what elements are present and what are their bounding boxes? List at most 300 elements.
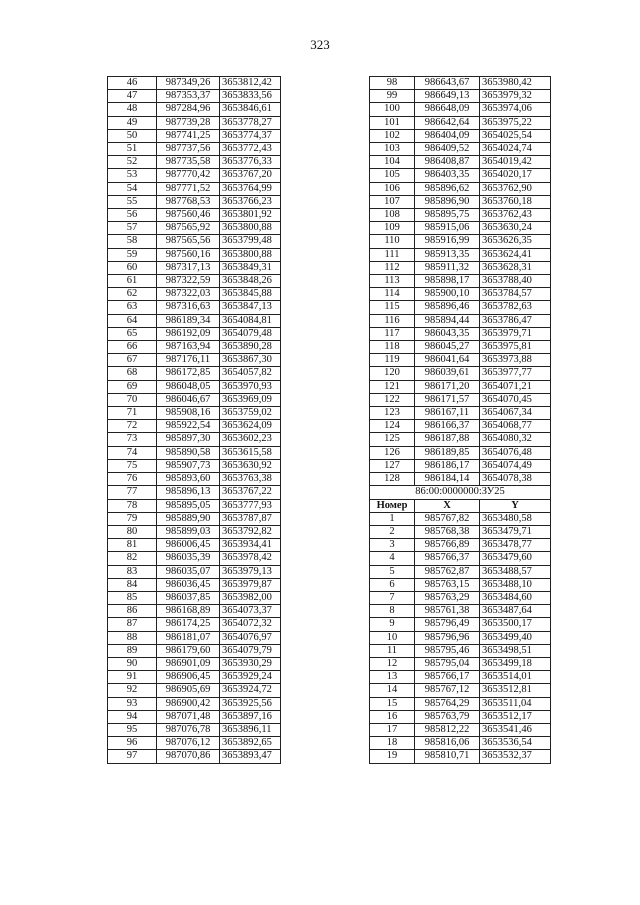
x-coordinate-cell: 987741,25 (157, 129, 220, 142)
x-coordinate-cell: 985913,35 (415, 248, 480, 261)
table-row (370, 671, 551, 684)
right-table-body-bottom (370, 512, 551, 763)
x-coordinate-cell: 986166,37 (415, 420, 480, 433)
y-coordinate-cell: 3653833,56 (220, 90, 281, 103)
y-coordinate-cell: 3653536,54 (480, 737, 551, 750)
y-coordinate-cell: 3654074,49 (480, 459, 551, 472)
point-number-cell: 46 (108, 77, 157, 90)
point-number-cell: 1 (370, 512, 415, 525)
table-row (108, 195, 281, 208)
x-coordinate-cell: 987560,16 (157, 248, 220, 261)
x-coordinate-cell: 985911,32 (415, 261, 480, 274)
x-coordinate-cell: 985894,44 (415, 314, 480, 327)
y-coordinate-cell: 3653982,00 (220, 591, 281, 604)
point-number-cell: 19 (370, 750, 415, 763)
y-coordinate-cell: 3653980,42 (480, 77, 551, 90)
table-row (370, 129, 551, 142)
table-row (370, 539, 551, 552)
y-coordinate-cell: 3653760,18 (480, 195, 551, 208)
table-row (370, 446, 551, 459)
point-number-cell: 69 (108, 380, 157, 393)
y-coordinate-cell: 3653849,31 (220, 261, 281, 274)
table-row (108, 737, 281, 750)
point-number-cell: 74 (108, 446, 157, 459)
point-number-cell: 113 (370, 275, 415, 288)
point-number-cell: 80 (108, 525, 157, 538)
y-coordinate-cell: 3654067,34 (480, 407, 551, 420)
point-number-cell: 76 (108, 473, 157, 486)
x-coordinate-cell: 986409,52 (415, 143, 480, 156)
table-row (108, 657, 281, 670)
point-number-cell: 96 (108, 737, 157, 750)
column-header-number: Номер (370, 499, 415, 512)
point-number-cell: 94 (108, 710, 157, 723)
table-row (370, 657, 551, 670)
y-coordinate-cell: 3653602,23 (220, 433, 281, 446)
y-coordinate-cell: 3653812,42 (220, 77, 281, 90)
table-row (108, 591, 281, 604)
table-row (108, 103, 281, 116)
point-number-cell: 53 (108, 169, 157, 182)
point-number-cell: 82 (108, 552, 157, 565)
x-coordinate-cell: 985810,71 (415, 750, 480, 763)
y-coordinate-cell: 3653514,01 (480, 671, 551, 684)
y-coordinate-cell: 3653787,87 (220, 512, 281, 525)
x-coordinate-cell: 985812,22 (415, 723, 480, 736)
x-coordinate-cell: 986035,07 (157, 565, 220, 578)
x-coordinate-cell: 985795,46 (415, 644, 480, 657)
table-row (108, 275, 281, 288)
y-coordinate-cell: 3653487,64 (480, 605, 551, 618)
point-number-cell: 59 (108, 248, 157, 261)
y-coordinate-cell: 3654079,79 (220, 644, 281, 657)
point-number-cell: 13 (370, 671, 415, 684)
table-row (370, 367, 551, 380)
y-coordinate-cell: 3653975,22 (480, 116, 551, 129)
table-row (370, 723, 551, 736)
y-coordinate-cell: 3653532,37 (480, 750, 551, 763)
y-coordinate-cell: 3653478,77 (480, 539, 551, 552)
point-number-cell: 57 (108, 222, 157, 235)
y-coordinate-cell: 3653801,92 (220, 209, 281, 222)
x-coordinate-cell: 986403,35 (415, 169, 480, 182)
point-number-cell: 52 (108, 156, 157, 169)
point-number-cell: 50 (108, 129, 157, 142)
x-coordinate-cell: 985896,13 (157, 486, 220, 499)
y-coordinate-cell: 3653488,57 (480, 565, 551, 578)
table-row (108, 433, 281, 446)
x-coordinate-cell: 986649,13 (415, 90, 480, 103)
x-coordinate-cell: 986179,60 (157, 644, 220, 657)
table-row (108, 129, 281, 142)
table-row (370, 697, 551, 710)
point-number-cell: 95 (108, 723, 157, 736)
table-row (108, 473, 281, 486)
table-row (108, 710, 281, 723)
y-coordinate-cell: 3653784,57 (480, 288, 551, 301)
point-number-cell: 118 (370, 341, 415, 354)
y-coordinate-cell: 3653772,43 (220, 143, 281, 156)
point-number-cell: 48 (108, 103, 157, 116)
point-number-cell: 56 (108, 209, 157, 222)
table-row (108, 631, 281, 644)
y-coordinate-cell: 3653630,24 (480, 222, 551, 235)
x-coordinate-cell: 985893,60 (157, 473, 220, 486)
y-coordinate-cell: 3653929,24 (220, 671, 281, 684)
table-row (108, 301, 281, 314)
x-coordinate-cell: 986035,39 (157, 552, 220, 565)
x-coordinate-cell: 985764,29 (415, 697, 480, 710)
x-coordinate-cell: 987322,03 (157, 288, 220, 301)
table-row (370, 631, 551, 644)
y-coordinate-cell: 3653767,20 (220, 169, 281, 182)
point-number-cell: 6 (370, 578, 415, 591)
x-coordinate-cell: 986648,09 (415, 103, 480, 116)
x-coordinate-cell: 987349,26 (157, 77, 220, 90)
point-number-cell: 14 (370, 684, 415, 697)
table-row (108, 446, 281, 459)
point-number-cell: 78 (108, 499, 157, 512)
x-coordinate-cell: 986408,87 (415, 156, 480, 169)
x-coordinate-cell: 986643,67 (415, 77, 480, 90)
table-row (370, 354, 551, 367)
point-number-cell: 68 (108, 367, 157, 380)
point-number-cell: 128 (370, 473, 415, 486)
point-number-cell: 8 (370, 605, 415, 618)
x-coordinate-cell: 985900,10 (415, 288, 480, 301)
point-number-cell: 103 (370, 143, 415, 156)
table-row (370, 341, 551, 354)
y-coordinate-cell: 3653778,27 (220, 116, 281, 129)
table-row (108, 723, 281, 736)
point-number-cell: 71 (108, 407, 157, 420)
table-row (370, 605, 551, 618)
y-coordinate-cell: 3654071,21 (480, 380, 551, 393)
x-coordinate-cell: 986043,35 (415, 327, 480, 340)
y-coordinate-cell: 3653893,47 (220, 750, 281, 763)
x-coordinate-cell: 986048,05 (157, 380, 220, 393)
y-coordinate-cell: 3653762,43 (480, 209, 551, 222)
table-row (108, 116, 281, 129)
y-coordinate-cell: 3653930,29 (220, 657, 281, 670)
point-number-cell: 16 (370, 710, 415, 723)
table-row (108, 525, 281, 538)
table-row (108, 143, 281, 156)
point-number-cell: 119 (370, 354, 415, 367)
point-number-cell: 75 (108, 459, 157, 472)
point-number-cell: 93 (108, 697, 157, 710)
table-row (370, 288, 551, 301)
point-number-cell: 18 (370, 737, 415, 750)
point-number-cell: 4 (370, 552, 415, 565)
point-number-cell: 111 (370, 248, 415, 261)
x-coordinate-cell: 986036,45 (157, 578, 220, 591)
y-coordinate-cell: 3654076,48 (480, 446, 551, 459)
point-number-cell: 79 (108, 512, 157, 525)
x-coordinate-cell: 987322,59 (157, 275, 220, 288)
x-coordinate-cell: 986181,07 (157, 631, 220, 644)
table-row (370, 512, 551, 525)
y-coordinate-cell: 3654019,42 (480, 156, 551, 169)
table-row (108, 578, 281, 591)
table-row (108, 261, 281, 274)
point-number-cell: 117 (370, 327, 415, 340)
table-row (370, 737, 551, 750)
point-number-cell: 17 (370, 723, 415, 736)
y-coordinate-cell: 3653975,81 (480, 341, 551, 354)
y-coordinate-cell: 3653979,32 (480, 90, 551, 103)
table-row (370, 182, 551, 195)
y-coordinate-cell: 3653979,87 (220, 578, 281, 591)
point-number-cell: 123 (370, 407, 415, 420)
table-row (370, 301, 551, 314)
table-row (108, 222, 281, 235)
point-number-cell: 102 (370, 129, 415, 142)
table-row (108, 499, 281, 512)
point-number-cell: 54 (108, 182, 157, 195)
y-coordinate-cell: 3653970,93 (220, 380, 281, 393)
y-coordinate-cell: 3653867,30 (220, 354, 281, 367)
x-coordinate-cell: 985889,90 (157, 512, 220, 525)
table-row (108, 750, 281, 763)
table-row (108, 565, 281, 578)
point-number-cell: 49 (108, 116, 157, 129)
table-row (370, 103, 551, 116)
y-coordinate-cell: 3653766,23 (220, 195, 281, 208)
y-coordinate-cell: 3653479,60 (480, 552, 551, 565)
y-coordinate-cell: 3653890,28 (220, 341, 281, 354)
x-coordinate-cell: 986186,17 (415, 459, 480, 472)
page-number: 323 (310, 37, 330, 52)
table-row (108, 697, 281, 710)
x-coordinate-cell: 986041,64 (415, 354, 480, 367)
point-number-cell: 91 (108, 671, 157, 684)
table-row (370, 327, 551, 340)
x-coordinate-cell: 987739,28 (157, 116, 220, 129)
point-number-cell: 73 (108, 433, 157, 446)
y-coordinate-cell: 3653777,93 (220, 499, 281, 512)
x-coordinate-cell: 986006,45 (157, 539, 220, 552)
table-row (370, 77, 551, 90)
point-number-cell: 105 (370, 169, 415, 182)
y-coordinate-cell: 3653499,18 (480, 657, 551, 670)
point-number-cell: 62 (108, 288, 157, 301)
table-row (108, 618, 281, 631)
point-number-cell: 122 (370, 393, 415, 406)
y-coordinate-cell: 3654076,97 (220, 631, 281, 644)
point-number-cell: 5 (370, 565, 415, 578)
table-row (370, 235, 551, 248)
table-row (108, 248, 281, 261)
y-coordinate-cell: 3653512,17 (480, 710, 551, 723)
x-coordinate-cell: 987071,48 (157, 710, 220, 723)
point-number-cell: 104 (370, 156, 415, 169)
point-number-cell: 106 (370, 182, 415, 195)
point-number-cell: 64 (108, 314, 157, 327)
point-number-cell: 127 (370, 459, 415, 472)
point-number-cell: 51 (108, 143, 157, 156)
x-coordinate-cell: 985766,37 (415, 552, 480, 565)
table-row (108, 420, 281, 433)
y-coordinate-cell: 3653974,06 (480, 103, 551, 116)
point-number-cell: 100 (370, 103, 415, 116)
table-row (108, 539, 281, 552)
table-row (370, 314, 551, 327)
y-coordinate-cell: 3653628,31 (480, 261, 551, 274)
y-coordinate-cell: 3654057,82 (220, 367, 281, 380)
table-row (370, 90, 551, 103)
x-coordinate-cell: 987565,56 (157, 235, 220, 248)
table-row (108, 90, 281, 103)
point-number-cell: 88 (108, 631, 157, 644)
x-coordinate-cell: 985767,12 (415, 684, 480, 697)
x-coordinate-cell: 986046,67 (157, 393, 220, 406)
table-row (108, 605, 281, 618)
x-coordinate-cell: 985766,89 (415, 539, 480, 552)
x-coordinate-cell: 986184,14 (415, 473, 480, 486)
y-coordinate-cell: 3653934,41 (220, 539, 281, 552)
table-row (370, 420, 551, 433)
x-coordinate-cell: 986168,89 (157, 605, 220, 618)
point-number-cell: 110 (370, 235, 415, 248)
table-row (108, 671, 281, 684)
point-number-cell: 15 (370, 697, 415, 710)
y-coordinate-cell: 3653479,71 (480, 525, 551, 538)
table-row (108, 393, 281, 406)
x-coordinate-cell: 987565,92 (157, 222, 220, 235)
table-row (370, 156, 551, 169)
y-coordinate-cell: 3653979,71 (480, 327, 551, 340)
table-row (370, 116, 551, 129)
point-number-cell: 63 (108, 301, 157, 314)
y-coordinate-cell: 3653624,09 (220, 420, 281, 433)
point-number-cell: 2 (370, 525, 415, 538)
y-coordinate-cell: 3654072,32 (220, 618, 281, 631)
point-number-cell: 86 (108, 605, 157, 618)
point-number-cell: 72 (108, 420, 157, 433)
x-coordinate-cell: 986171,20 (415, 380, 480, 393)
table-row (108, 341, 281, 354)
point-number-cell: 10 (370, 631, 415, 644)
point-number-cell: 12 (370, 657, 415, 670)
x-coordinate-cell: 985795,04 (415, 657, 480, 670)
y-coordinate-cell: 3653512,81 (480, 684, 551, 697)
y-coordinate-cell: 3653762,90 (480, 182, 551, 195)
y-coordinate-cell: 3653845,88 (220, 288, 281, 301)
table-row (108, 459, 281, 472)
table-row (370, 578, 551, 591)
point-number-cell: 84 (108, 578, 157, 591)
y-coordinate-cell: 3654078,38 (480, 473, 551, 486)
table-row (108, 486, 281, 499)
x-coordinate-cell: 985915,06 (415, 222, 480, 235)
point-number-cell: 125 (370, 433, 415, 446)
y-coordinate-cell: 3654084,81 (220, 314, 281, 327)
table-row (370, 473, 551, 486)
point-number-cell: 58 (108, 235, 157, 248)
y-coordinate-cell: 3653925,56 (220, 697, 281, 710)
y-coordinate-cell: 3653626,35 (480, 235, 551, 248)
point-number-cell: 120 (370, 367, 415, 380)
y-coordinate-cell: 3653786,47 (480, 314, 551, 327)
x-coordinate-cell: 985897,30 (157, 433, 220, 446)
column-header-y: Y (480, 499, 551, 512)
point-number-cell: 115 (370, 301, 415, 314)
x-coordinate-cell: 987560,46 (157, 209, 220, 222)
x-coordinate-cell: 986045,27 (415, 341, 480, 354)
point-number-cell: 124 (370, 420, 415, 433)
y-coordinate-cell: 3653498,51 (480, 644, 551, 657)
x-coordinate-cell: 987076,78 (157, 723, 220, 736)
table-row (370, 618, 551, 631)
point-number-cell: 67 (108, 354, 157, 367)
point-number-cell: 66 (108, 341, 157, 354)
x-coordinate-cell: 986174,25 (157, 618, 220, 631)
table-row (370, 169, 551, 182)
table-row (370, 684, 551, 697)
table-row (370, 644, 551, 657)
x-coordinate-cell: 986172,85 (157, 367, 220, 380)
table-row (370, 407, 551, 420)
y-coordinate-cell: 3653896,11 (220, 723, 281, 736)
table-row (370, 222, 551, 235)
x-coordinate-cell: 985907,73 (157, 459, 220, 472)
x-coordinate-cell: 987770,42 (157, 169, 220, 182)
point-number-cell: 107 (370, 195, 415, 208)
x-coordinate-cell: 986189,34 (157, 314, 220, 327)
x-coordinate-cell: 985816,06 (415, 737, 480, 750)
point-number-cell: 47 (108, 90, 157, 103)
table-row (108, 684, 281, 697)
point-number-cell: 83 (108, 565, 157, 578)
section-header (370, 486, 551, 512)
y-coordinate-cell: 3653979,13 (220, 565, 281, 578)
table-row (370, 710, 551, 723)
x-coordinate-cell: 986192,09 (157, 327, 220, 340)
table-row (370, 525, 551, 538)
y-coordinate-cell: 3653978,42 (220, 552, 281, 565)
x-coordinate-cell: 985763,79 (415, 710, 480, 723)
table-row (108, 156, 281, 169)
y-coordinate-cell: 3653846,61 (220, 103, 281, 116)
x-coordinate-cell: 986039,61 (415, 367, 480, 380)
y-coordinate-cell: 3653973,88 (480, 354, 551, 367)
y-coordinate-cell: 3653767,22 (220, 486, 281, 499)
x-coordinate-cell: 986189,85 (415, 446, 480, 459)
right-table-body-top (370, 77, 551, 486)
y-coordinate-cell: 3653788,40 (480, 275, 551, 288)
table-row (370, 750, 551, 763)
table-row (370, 380, 551, 393)
point-number-cell: 60 (108, 261, 157, 274)
y-coordinate-cell: 3654024,74 (480, 143, 551, 156)
table-row (108, 169, 281, 182)
point-number-cell: 55 (108, 195, 157, 208)
x-coordinate-cell: 985916,99 (415, 235, 480, 248)
point-number-cell: 116 (370, 314, 415, 327)
y-coordinate-cell: 3653759,02 (220, 407, 281, 420)
table-row (108, 235, 281, 248)
table-row (108, 327, 281, 340)
x-coordinate-cell: 987353,37 (157, 90, 220, 103)
point-number-cell: 89 (108, 644, 157, 657)
point-number-cell: 9 (370, 618, 415, 631)
table-row (108, 512, 281, 525)
y-coordinate-cell: 3653488,10 (480, 578, 551, 591)
y-coordinate-cell: 3653763,38 (220, 473, 281, 486)
y-coordinate-cell: 3653776,33 (220, 156, 281, 169)
x-coordinate-cell: 985896,62 (415, 182, 480, 195)
